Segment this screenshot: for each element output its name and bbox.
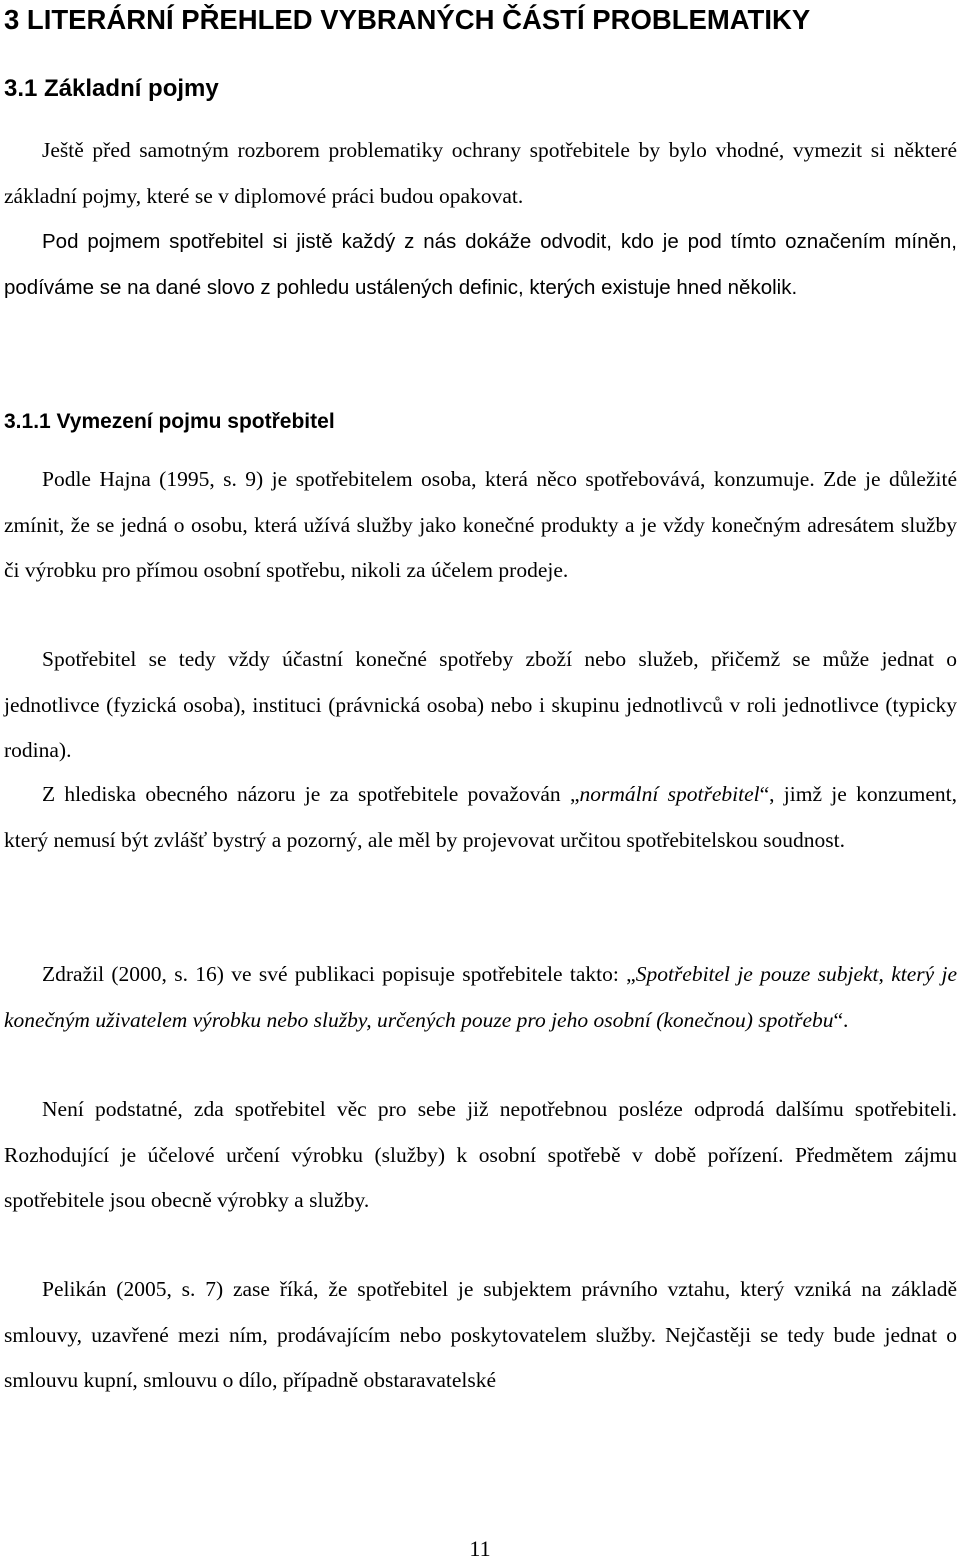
- paragraph-pelikan: Pelikán (2005, s. 7) zase říká, že spotřebitel je subjektem právního vztahu, který vzniká na základě smlouvy, uzavřené mezi ním, prodávajícím nebo poskytovatelem služby. Nejčastěji se tedy bude jednat o smlouvu kupní, smlouvu o dílo, případně obstaravatelské: [4, 1277, 957, 1392]
- paragraph-final-consumption: Spotřebitel se tedy vždy účastní konečné spotřeby zboží nebo služeb, přičemž se může jednat o jednotlivce (fyzická osoba), instituci (právnická osoba) nebo i skupinu jednotlivců v roli jednotlivce (typicky rodina).: [4, 647, 957, 762]
- text-run: Z hlediska obecného názoru je za spotřebitele považován „: [42, 782, 580, 806]
- chapter-heading: 3 LITERÁRNÍ PŘEHLED VYBRANÝCH ČÁSTÍ PROBLEMATIKY: [4, 4, 811, 35]
- paragraph-definition-intro: Pod pojmem spotřebitel si jistě každý z nás dokáže odvodit, kdo je pod tímto označením míněn, podíváme se na dané slovo z pohledu ustálených definic, kterých existuje hned několik.: [4, 230, 957, 299]
- subsection-heading: 3.1.1 Vymezení pojmu spotřebitel: [4, 410, 335, 433]
- page-number: 11: [469, 1536, 491, 1561]
- paragraph-intro: Ještě před samotným rozborem problematiky ochrany spotřebitele by bylo vhodné, vymezit si některé základní pojmy, které se v diplomové práci budou opakovat.: [4, 138, 957, 208]
- italic-quote: Spotřebitel je pouze subjekt, který je konečným uživatelem výrobku nebo služby, určených pouze pro jeho osobní (konečnou) spotřebu: [4, 962, 957, 1032]
- section-heading: 3.1 Základní pojmy: [4, 75, 219, 102]
- text-run: Zdražil (2000, s. 16) ve své publikaci popisuje spotřebitele takto: „: [42, 962, 636, 986]
- paragraph-hajn: Podle Hajna (1995, s. 9) je spotřebitelem osoba, která něco spotřebovává, konzumuje. Zde je důležité zmínit, že se jedná o osobu, která užívá služby jako konečné produkty a je vždy konečným adresátem služby či výrobku pro přímou osobní spotřebu, nikoli za účelem prodeje.: [4, 467, 957, 582]
- paragraph-resale: Není podstatné, zda spotřebitel věc pro sebe již nepotřebnou posléze odprodá dalšímu spotřebiteli. Rozhodující je účelové určení výrobku (služby) k osobní spotřebě v době pořízení. Předmětem zájmu spotřebitele jsou obecně výrobky a služby.: [4, 1097, 957, 1212]
- paragraph-zdrazil-quote: [4, 952, 957, 1043]
- text-run: “, jimž je konzument, který nemusí být zvlášť bystrý a pozorný, ale měl by projevovat určitou spotřebitelskou soudnost.: [4, 782, 957, 852]
- paragraph-normal-consumer: [4, 772, 957, 863]
- text-run: “.: [833, 1007, 849, 1032]
- italic-term: normální spotřebitel: [579, 782, 760, 806]
